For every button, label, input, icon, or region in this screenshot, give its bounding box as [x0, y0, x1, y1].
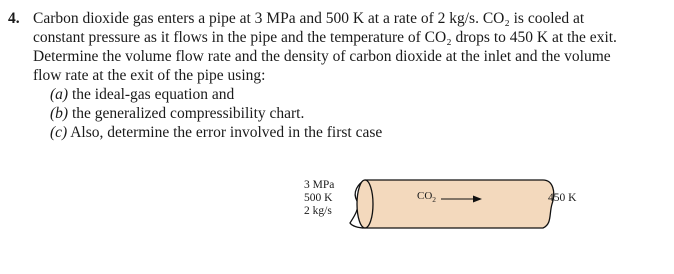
pipe-body — [365, 180, 554, 228]
part-b-letter: (b) — [50, 105, 69, 122]
part-a — [50, 85, 658, 104]
statement-line-2: constant pressure as it flows in the pipe and the temperature of CO₂ drops to 450 K at the exit. — [33, 29, 617, 46]
statement-line-3: Determine the volume flow rate and the density of carbon dioxide at the inlet and the volume — [33, 48, 611, 65]
part-a-text: the ideal-gas equation and — [68, 86, 235, 103]
outlet-temperature: 450 K — [548, 192, 577, 204]
pipe-inlet-opening — [357, 180, 373, 228]
parts-list — [50, 85, 658, 142]
part-b — [50, 104, 658, 123]
problem-number: 4. — [8, 10, 20, 27]
part-a-letter: (a) — [50, 86, 69, 103]
part-c-letter: (c) — [50, 124, 68, 141]
statement-line-4: flow rate at the exit of the pipe using: — [33, 67, 266, 84]
part-c — [50, 123, 658, 142]
part-c-text: Also, determine the error involved in the first case — [67, 124, 383, 141]
gas-label-subscript: 2 — [432, 195, 437, 205]
gas-label — [417, 190, 436, 206]
inlet-temperature: 500 K — [304, 192, 333, 204]
inlet-pressure: 3 MPa — [304, 179, 335, 191]
gas-label-text: CO — [417, 190, 433, 202]
inlet-mass-flow: 2 kg/s — [304, 205, 332, 217]
statement-line-1: Carbon dioxide gas enters a pipe at 3 MPa and 500 K at a rate of 2 kg/s. CO₂ is cooled at — [33, 10, 585, 27]
part-b-text: the generalized compressibility chart. — [68, 105, 305, 122]
inlet-conditions — [304, 179, 334, 218]
problem-body — [33, 9, 658, 142]
problem-block — [8, 9, 658, 142]
pipe-figure — [290, 176, 610, 232]
